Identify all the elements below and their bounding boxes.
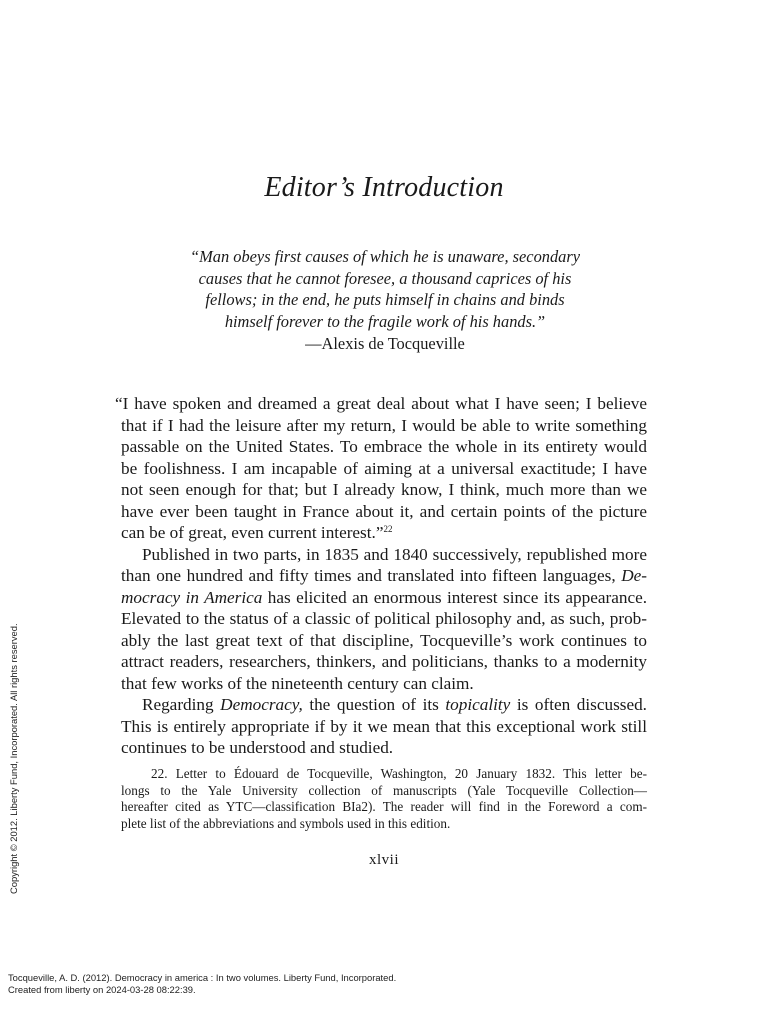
body-line <box>121 587 647 609</box>
copyright-watermark: Copyright © 2012. Liberty Fund, Incorporated. All rights reserved. <box>8 623 19 894</box>
body-line-text: Regarding <box>142 695 221 714</box>
citation-line: Created from liberty on 2024-03-28 08:22:39. <box>8 983 196 995</box>
body-line: ably the last great text of that discipline, Tocqueville’s work continues to <box>121 630 647 650</box>
epigraph-attribution: —Alexis de Tocqueville <box>305 334 465 353</box>
body-line: have ever been taught in France about it, and certain points of the picture <box>121 501 647 521</box>
body-line <box>121 694 647 716</box>
body-text <box>115 393 648 759</box>
body-line: not seen enough for that; but I already know, I think, much more than we <box>121 480 647 499</box>
body-line: that few works of the nineteenth century can claim. <box>121 673 474 693</box>
book-title-italic: De- <box>621 566 648 585</box>
body-line: This is entirely appropriate if by it we mean that this exceptional work still <box>121 716 647 736</box>
footnote <box>121 766 647 832</box>
body-line: Elevated to the status of a classic of political philosophy and, as such, prob- <box>121 609 647 628</box>
epigraph-line: fellows; in the end, he puts himself in chains and binds <box>205 290 565 310</box>
citation-footer <box>8 972 396 995</box>
epigraph-line: himself forever to the fragile work of his hands.” <box>224 311 546 331</box>
body-line-text: has elicited an enormous interest since its appearance. <box>262 587 647 607</box>
body-line: continues to be understood and studied. <box>121 738 394 757</box>
book-title-italic: Democracy, <box>220 695 303 714</box>
body-line: Published in two parts, in 1835 and 1840 successively, republished more <box>142 544 647 564</box>
body-line: passable on the United States. To embrace the whole in its entirety would <box>121 437 647 456</box>
epigraph-line: “Man obeys first causes of which he is unaware, secondary <box>190 247 580 266</box>
body-line: that if I had the leisure after my return, I would be able to write something <box>121 415 647 435</box>
body-line <box>121 522 647 544</box>
footnote-reference[interactable]: 22 <box>383 524 393 534</box>
footnote-line: plete list of the abbreviations and symbols used in this edition. <box>121 815 451 831</box>
footnote-line: longs to the Yale University collection of manuscripts (Yale Tocqueville Collection— <box>121 782 647 798</box>
emphasis-italic: topicality <box>445 695 511 714</box>
body-line-text: can be of great, even current interest.” <box>121 523 384 542</box>
body-line-text: is often discussed. <box>510 695 647 714</box>
footnote-line: 22. Letter to Édouard de Tocqueville, Washington, 20 January 1832. This letter be- <box>151 766 647 781</box>
page-title: Editor’s Introduction <box>264 172 504 203</box>
body-line: “I have spoken and dreamed a great deal about what I have seen; I believe <box>115 394 647 413</box>
epigraph-quote <box>160 246 610 332</box>
book-title-italic: mocracy in America <box>121 587 263 607</box>
body-line-text: the question of its <box>302 695 446 714</box>
body-line: attract readers, researchers, thinkers, and politicians, thanks to a modernity <box>121 652 647 671</box>
body-line: be foolishness. I am incapable of aiming at a universal exactitude; I have <box>121 458 647 478</box>
citation-line: Tocqueville, A. D. (2012). Democracy in america : In two volumes. Liberty Fund, Incorporated. <box>8 972 397 983</box>
footnote-line: hereafter cited as YTC—classification BIa2). The reader will find in the Foreword a com- <box>121 799 647 815</box>
page-number: xlvii <box>368 852 399 868</box>
epigraph-line: causes that he cannot foresee, a thousand caprices of his <box>198 268 572 288</box>
body-line <box>121 565 647 587</box>
body-line-text: than one hundred and fifty times and translated into fifteen languages, <box>121 566 616 585</box>
